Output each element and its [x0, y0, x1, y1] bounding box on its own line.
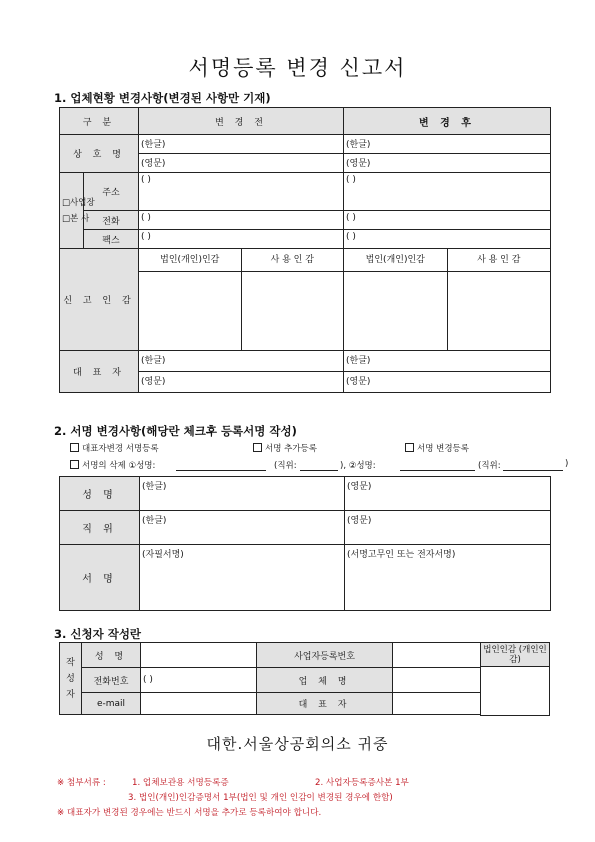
attach-doc2: 2. 사업자등록증사본 1부	[315, 778, 409, 788]
recipient-footer: 대한.서울상공회의소 귀중	[206, 735, 389, 753]
attach-doc3: 3. 법인(개인)인감증명서 1부(법인 및 개인 인감이 변경된 경우에 한함)	[128, 793, 393, 803]
representative-after-korean[interactable]: (한글)	[344, 351, 551, 372]
head-office-checkbox[interactable]: □본 사	[62, 213, 90, 224]
fax-after[interactable]: ( )	[344, 230, 551, 249]
sig-signature-label: 서 명	[60, 545, 140, 611]
app-seal-label: 법인인감 (개인인감)	[481, 643, 549, 667]
site-type-cell[interactable]	[60, 173, 95, 249]
seal-after-use-box[interactable]	[448, 272, 551, 350]
representative-label: 대 표 자	[60, 351, 139, 393]
checkbox-icon	[405, 443, 414, 452]
company-name-after-korean[interactable]: (한글)	[344, 135, 551, 154]
seal-label: 신 고 인 감	[60, 249, 139, 351]
sig-position-korean[interactable]: (한글)	[140, 511, 345, 545]
phone-label: 전화	[84, 211, 139, 230]
division-header: 구 분	[60, 108, 139, 135]
app-seal-box[interactable]	[480, 642, 550, 716]
section1-heading: 1. 업체현황 변경사항(변경된 사항만 기재)	[54, 91, 271, 105]
checkbox-icon	[253, 443, 262, 452]
sig-position-label: 직 위	[60, 511, 140, 545]
app-name-label: 성 명	[82, 643, 141, 668]
option-change-signature[interactable]: 서명 변경등록	[405, 442, 469, 454]
app-email-label: e-mail	[82, 693, 141, 715]
phone-after[interactable]: ( )	[344, 211, 551, 230]
company-name-after-english[interactable]: (영문)	[344, 154, 551, 173]
fax-label: 팩스	[84, 230, 139, 249]
representative-before-korean[interactable]: (한글)	[139, 351, 344, 372]
seal-after-use-label: 사 용 인 감	[448, 249, 551, 272]
company-name-before-korean[interactable]: (한글)	[139, 135, 344, 154]
signature-change-table	[59, 476, 551, 611]
checkbox-icon	[70, 443, 79, 452]
seal-before-use-label: 사 용 인 감	[242, 249, 344, 272]
attach-prefix: ※ 첨부서류 :	[57, 778, 106, 788]
app-rep-label: 대 표 자	[257, 693, 393, 715]
app-bizreg-label: 사업자등록번호	[257, 643, 393, 668]
option-rep-change[interactable]: 대표자변경 서명등록	[70, 442, 159, 454]
rep-change-warning: ※ 대표자가 변경된 경우에는 반드시 서명을 추가로 등록하여야 합니다.	[57, 808, 322, 818]
delete-position1-field[interactable]	[300, 470, 338, 471]
delete-name2-field[interactable]	[400, 470, 475, 471]
delete-close-paren: )	[565, 459, 569, 469]
delete-position2-label: (직위:	[478, 461, 501, 471]
address-before[interactable]: ( )	[139, 173, 344, 211]
app-phone-label: 전화번호	[82, 668, 141, 693]
representative-after-english[interactable]: (영문)	[344, 372, 551, 393]
seal-before-corp-label: 법인(개인)인감	[139, 249, 241, 272]
section2-heading: 2. 서명 변경사항(해당란 체크후 등록서명 작성)	[54, 424, 297, 438]
applicant-label: 작 성 자	[60, 643, 82, 715]
address-label: 주소	[84, 173, 139, 211]
document-title: 서명등록 변경 신고서	[188, 56, 407, 80]
after-header: 변 경 후	[344, 108, 551, 135]
company-name-before-english[interactable]: (영문)	[139, 154, 344, 173]
option-delete-signature[interactable]: 서명의 삭제 ①성명:	[70, 459, 155, 471]
app-company-label: 업 체 명	[257, 668, 393, 693]
delete-position1-label: (직위:	[274, 461, 297, 471]
delete-name2-label: ), ②성명:	[340, 461, 376, 471]
option-add-signature[interactable]: 서명 추가등록	[253, 442, 317, 454]
applicant-table	[59, 642, 551, 715]
seal-before-use-box[interactable]	[242, 272, 344, 350]
before-header: 변 경 전	[139, 108, 344, 135]
checkbox-icon	[70, 460, 79, 469]
sig-stamp-box[interactable]: (서명고무인 또는 전자서명)	[345, 545, 551, 611]
delete-position2-field[interactable]	[503, 470, 563, 471]
sig-name-korean[interactable]: (한글)	[140, 477, 345, 511]
delete-name1-field[interactable]	[176, 470, 266, 471]
representative-before-english[interactable]: (영문)	[139, 372, 344, 393]
sig-handwritten-box[interactable]: (자필서명)	[140, 545, 345, 611]
seal-after-corp-label: 법인(개인)인감	[344, 249, 447, 272]
section3-heading: 3. 신청자 작성란	[54, 627, 142, 641]
app-name-field[interactable]	[141, 643, 257, 668]
attach-doc1: 1. 업체보관용 서명등록증	[132, 778, 229, 788]
seal-after-corp-box[interactable]	[344, 272, 447, 350]
company-name-label: 상 호 명	[60, 135, 139, 173]
fax-before[interactable]: ( )	[139, 230, 344, 249]
sig-name-label: 성 명	[60, 477, 140, 511]
app-phone-field[interactable]: ( )	[141, 668, 257, 693]
phone-before[interactable]: ( )	[139, 211, 344, 230]
sig-name-english[interactable]: (영문)	[345, 477, 551, 511]
address-after[interactable]: ( )	[344, 173, 551, 211]
business-site-checkbox[interactable]: □사업장	[62, 197, 95, 208]
app-email-field[interactable]	[141, 693, 257, 715]
sig-position-english[interactable]: (영문)	[345, 511, 551, 545]
company-change-table	[59, 107, 551, 393]
seal-before-corp-box[interactable]	[139, 272, 241, 350]
